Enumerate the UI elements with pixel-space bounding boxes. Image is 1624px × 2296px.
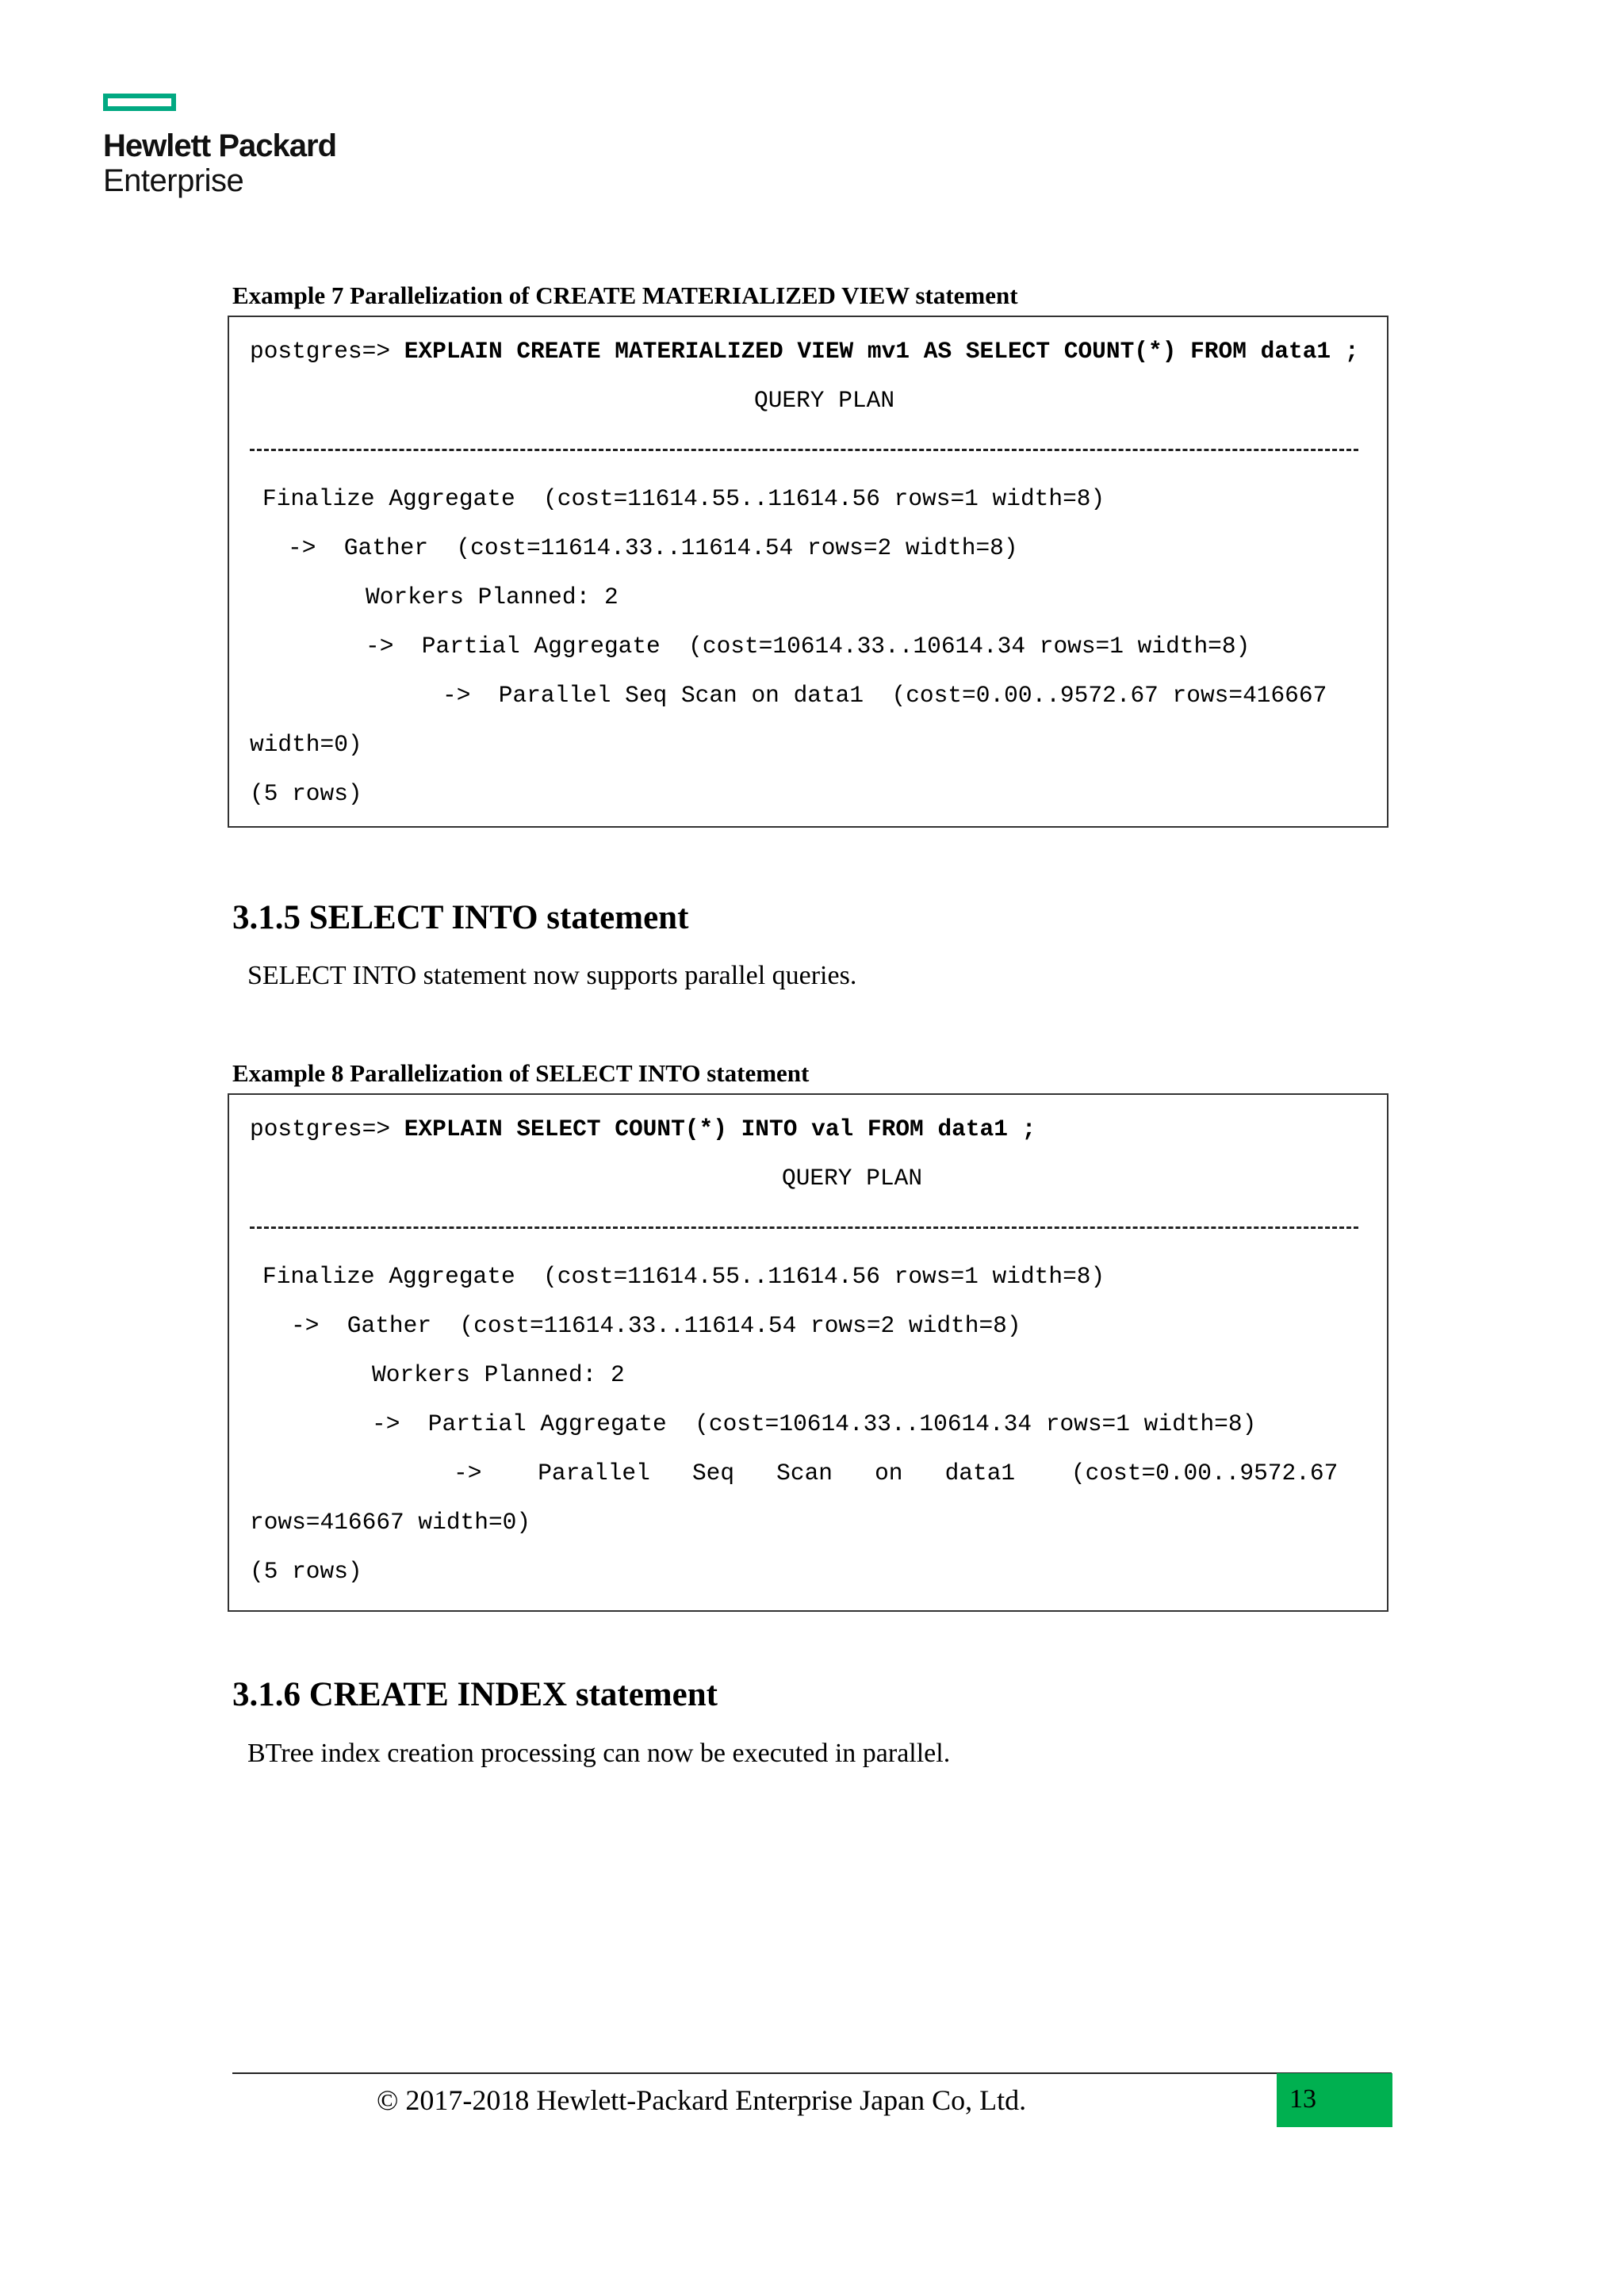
example7-plan-line: Finalize Aggregate (cost=11614.55..11614.56 rows=1 width=8): [262, 485, 1105, 512]
example7-plan-line: -> Gather (cost=11614.33..11614.54 rows=2 width=8): [288, 534, 1018, 561]
example8-plan-line: Finalize Aggregate (cost=11614.55..11614.56 rows=1 width=8): [262, 1263, 1105, 1290]
example7-plan-header: QUERY PLAN: [754, 387, 895, 414]
example7-command-line: [250, 335, 1359, 367]
section-316-heading: 3.1.6 CREATE INDEX statement: [232, 1676, 718, 1713]
example8-command: EXPLAIN SELECT COUNT(*) INTO val FROM data1 ;: [404, 1115, 1036, 1142]
page-number-badge: [1277, 2073, 1392, 2127]
example7-caption: Example 7 Parallelization of CREATE MATERIALIZED VIEW statement: [232, 281, 1018, 309]
section-316-text: BTree index creation processing can now be executed in parallel.: [247, 1739, 951, 1768]
footer-divider: [232, 2072, 1392, 2074]
example8-prompt: postgres=>: [250, 1115, 404, 1142]
example7-plan-line: width=0): [250, 731, 362, 758]
example7-plan-line: -> Parallel Seq Scan on data1 (cost=0.00..9572.67 rows=416667: [442, 682, 1327, 709]
example8-separator: [250, 1226, 1358, 1229]
footer-copyright: © 2017-2018 Hewlett-Packard Enterprise Japan Co, Ltd.: [377, 2084, 1027, 2116]
example8-plan-line: rows=416667 width=0): [250, 1509, 531, 1536]
example8-plan-line: Workers Planned: 2: [372, 1361, 625, 1388]
example8-row-count: (5 rows): [250, 1558, 362, 1585]
example8-plan-line: -> Parallel Seq Scan on data1 (cost=0.00..9572.67: [454, 1460, 1339, 1487]
logo-text-line1: Hewlett Packard: [103, 128, 337, 163]
example7-plan-line: -> Partial Aggregate (cost=10614.33..10614.34 rows=1 width=8): [366, 633, 1251, 660]
example8-plan-line: -> Partial Aggregate (cost=10614.33..10614.34 rows=1 width=8): [372, 1410, 1257, 1437]
hpe-logo-bar-icon: [103, 94, 176, 111]
example7-prompt: postgres=>: [250, 338, 404, 365]
hpe-logo: [103, 94, 336, 198]
example8-command-line: [250, 1113, 1036, 1145]
example7-code-block: [228, 316, 1388, 828]
example8-plan-header: QUERY PLAN: [782, 1165, 923, 1192]
example7-separator: [250, 449, 1358, 451]
example7-command: EXPLAIN CREATE MATERIALIZED VIEW mv1 AS SELECT COUNT(*) FROM data1 ;: [404, 338, 1359, 365]
example8-code-block: [228, 1093, 1388, 1612]
example7-plan-line: Workers Planned: 2: [366, 584, 619, 610]
logo-text-line2: Enterprise: [103, 163, 244, 198]
page-number: 13: [1289, 2084, 1316, 2114]
section-315-heading: 3.1.5 SELECT INTO statement: [232, 899, 689, 936]
example8-plan-line: -> Gather (cost=11614.33..11614.54 rows=2 width=8): [291, 1312, 1021, 1339]
example7-row-count: (5 rows): [250, 780, 362, 807]
example8-caption: Example 8 Parallelization of SELECT INTO statement: [232, 1059, 810, 1087]
section-315-text: SELECT INTO statement now supports parallel queries.: [247, 961, 857, 990]
